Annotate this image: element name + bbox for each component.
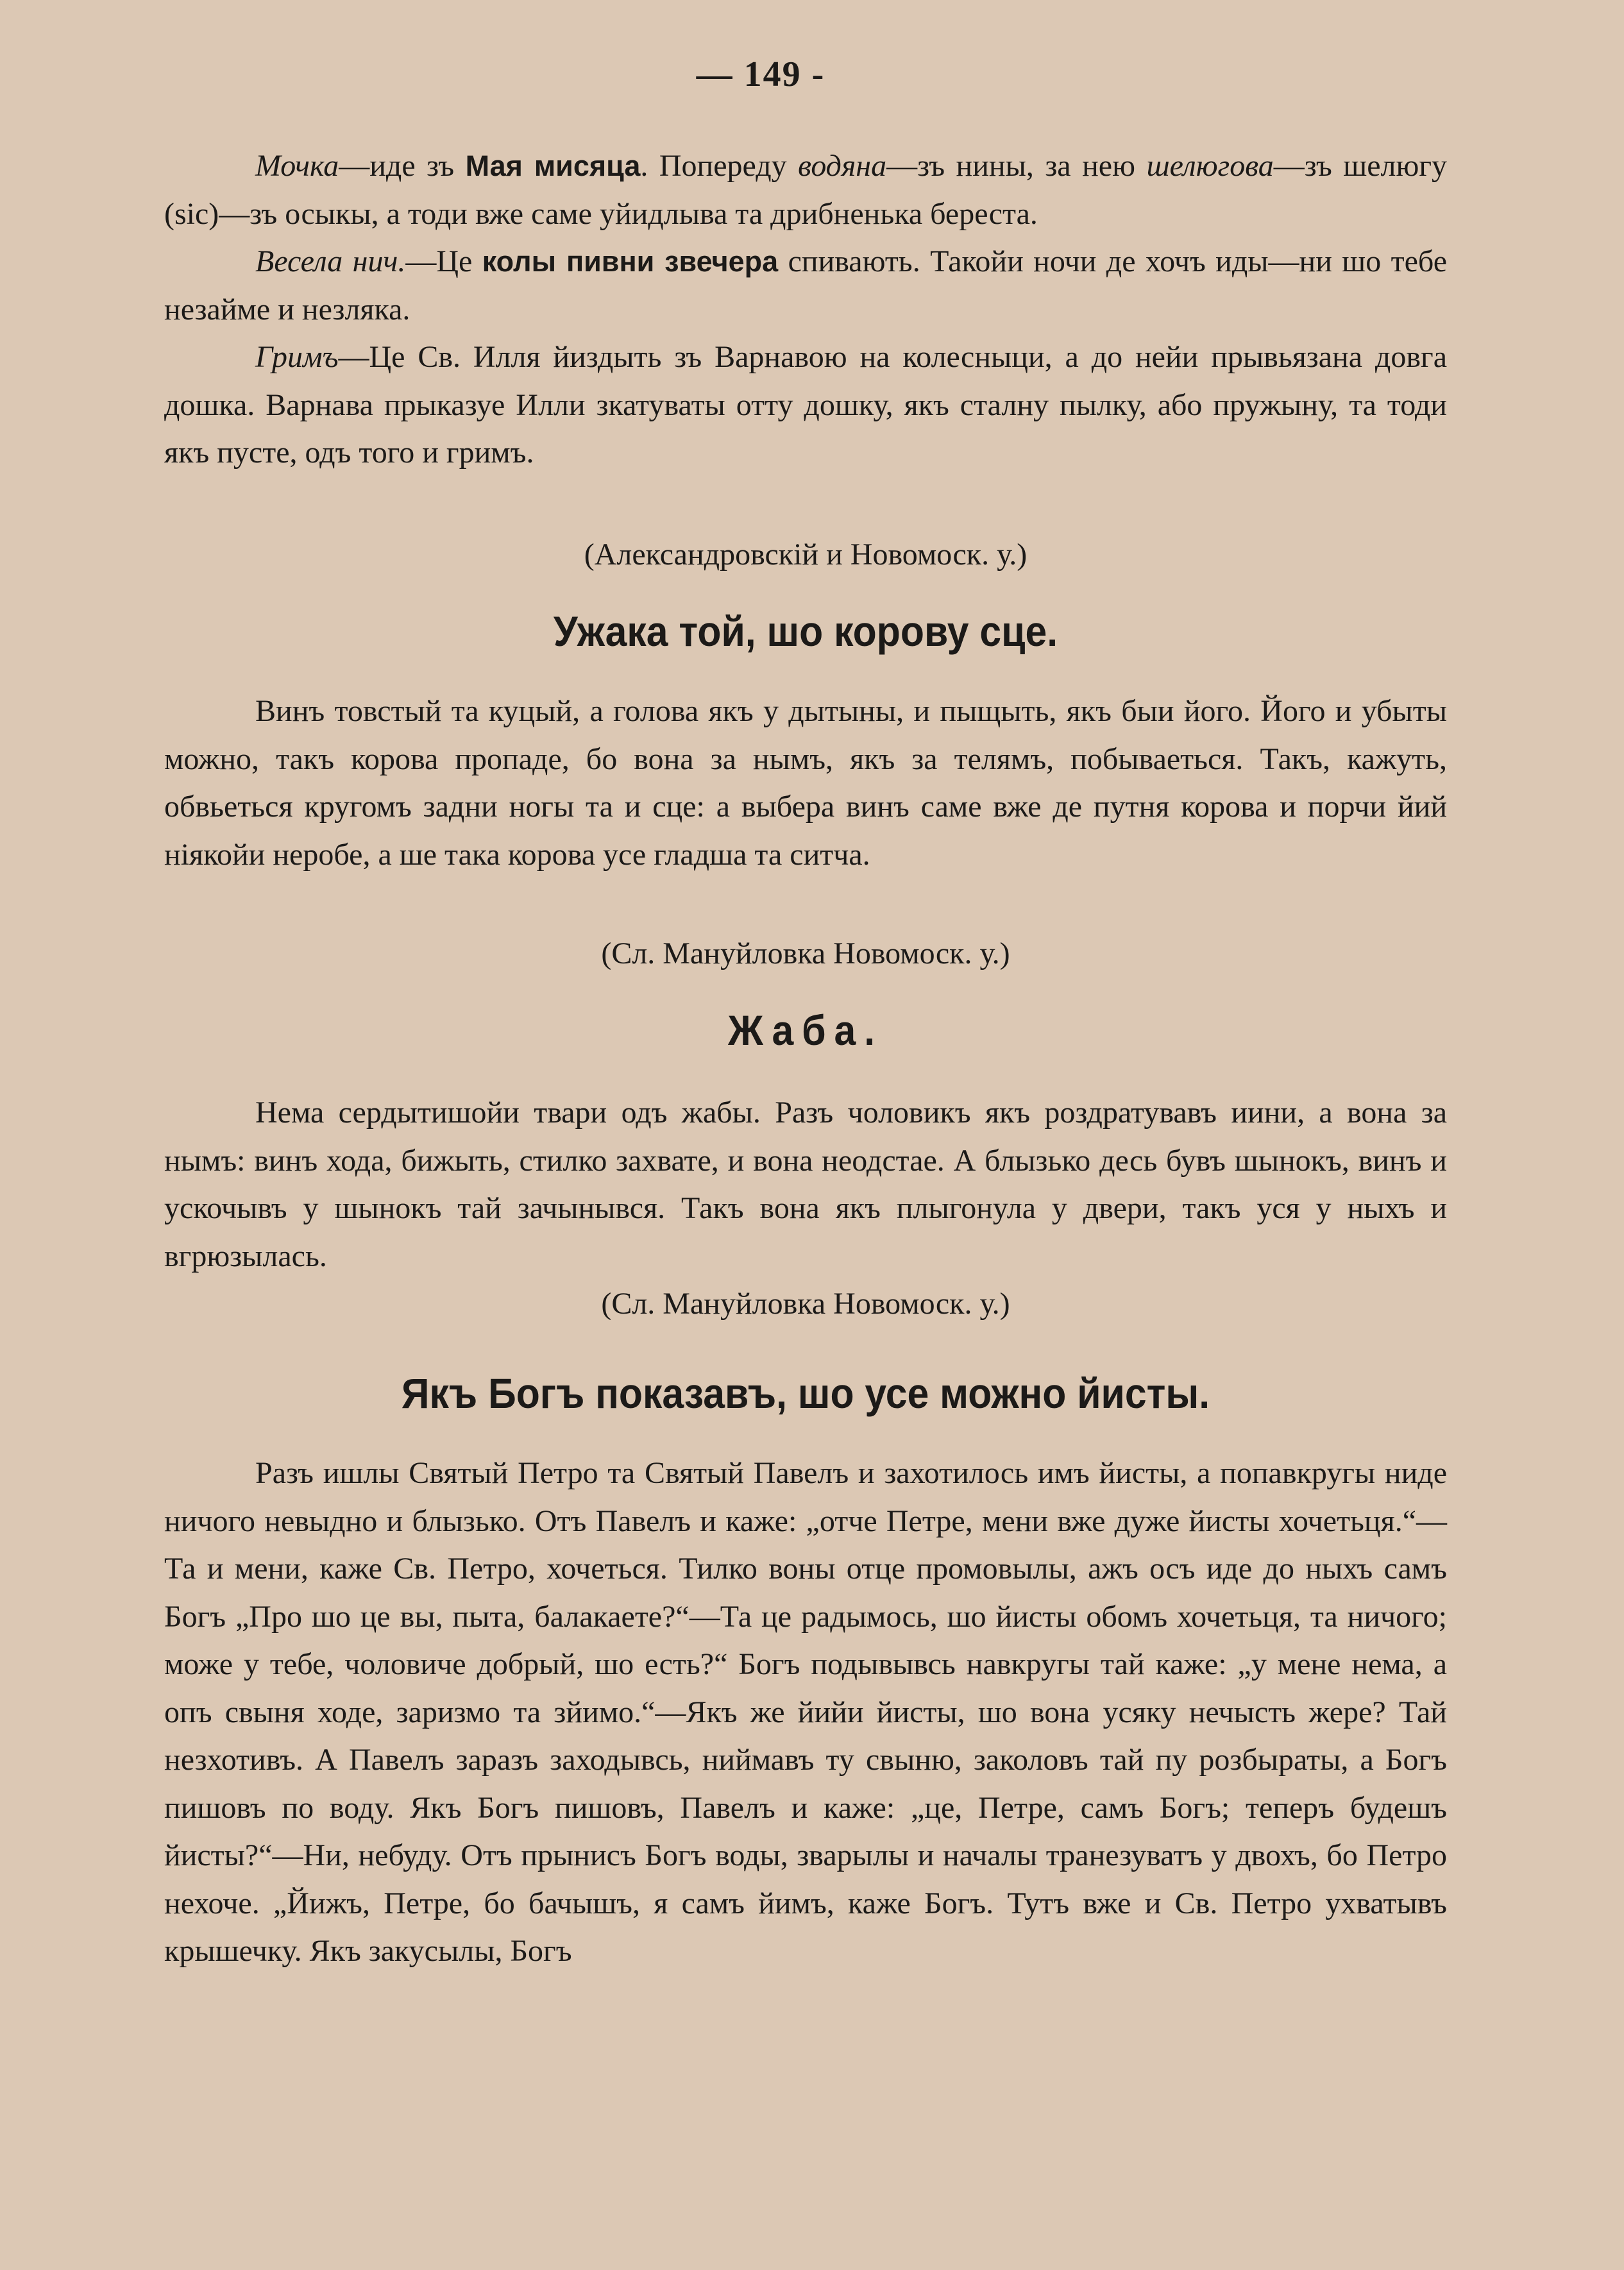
source-note: (Сл. Мануйловка Новомоск. у.) bbox=[601, 936, 1010, 970]
section-heading: Якъ Богъ показавъ, шо усе можно йисты. bbox=[401, 1369, 1210, 1417]
bold-phrase: Мая мисяца bbox=[465, 149, 641, 182]
bold-phrase: колы пивни звечера bbox=[482, 245, 779, 278]
section-heading: Жаба. bbox=[728, 1006, 883, 1054]
section-body bbox=[164, 1089, 1447, 1280]
section-body bbox=[164, 1450, 1447, 1976]
source-note: (Александровскій и Новомоск. у.) bbox=[584, 538, 1028, 572]
paragraph-grim: Гримъ—Це Св. Илля йиздыть зъ Варнавою на колесныци, а до нейи прывьязана довга дошка. Варнава прыказуе Илли зкатуваты отту дошку, якъ сталну пылку, або пружыну, та тоди якъ пусте, одъ того и гримъ. bbox=[164, 340, 1447, 470]
section-paragraph: Нема сердытишойи твари одъ жабы. Разъ чоловикъ якъ роздратувавъ иини, а вона за нымъ: винъ хода, бижыть, стилко захвате, и вона неодстае. А блызько десь бувъ шынокъ, винъ и ускочывъ у шынокъ тай зачынывся. Такъ вона якъ плыгонула у двери, такъ уся у ныхъ и вгрюзылась. bbox=[164, 1096, 1447, 1273]
section-paragraph: Винъ товстый та куцый, а голова якъ у дытыны, и пыщыть, якъ быи його. Його и убыты можно, такъ корова пропаде, бо вона за нымъ, якъ за телямъ, побываеться. Такъ, кажуть, обвьеться кругомъ задни ногы та и сце: а выбера винъ саме вже де путня корова и порчи йий ніякойи неробе, а ше така корова усе гладша та ситча. bbox=[164, 694, 1447, 872]
section-body bbox=[164, 688, 1447, 879]
page-number: — 149 - bbox=[696, 55, 825, 94]
intro-block bbox=[164, 142, 1447, 477]
paragraph-vesela-nich: Весела нич.—Це колы пивни звечера спивають. Такойи ночи де хочъ иды—ни шо тебе незайме и незляка. bbox=[164, 244, 1448, 326]
source-note: (Сл. Мануйловка Новомоск. у.) bbox=[601, 1287, 1010, 1321]
term-grim: Гримъ bbox=[255, 340, 339, 374]
paragraph-mochka: Мочка—иде зъ Мая мисяца. Попереду водяна—зъ нины, за нею шелюгова—зъ шелюгу (sic)—зъ осыкы, а тоди вже саме уйидлыва та дрибненька береста. bbox=[164, 149, 1448, 231]
term-vesela-nich: Весела нич. bbox=[255, 244, 406, 278]
section-paragraph: Разъ ишлы Святый Петро та Святый Павелъ и захотилось имъ йисты, а попавкругы ниде ничого невыдно и блызько. Отъ Павелъ и каже: „отче Петре, мени вже дуже йисты хочетьця.“—Та и мени, каже Св. Петро, хочеться. Тилко воны отце промовылы, ажъ осъ иде до ныхъ самъ Богъ „Про шо це вы, пыта, балакаете?“—Та це радымось, шо йисты обомъ хочетьця, та ничого; може у тебе, чоловиче добрый, шо есть?“ Богъ подывывсь навкругы тай каже: „у мене нема, а опъ свыня ходе, заризмо та зйимо.“—Якъ же йийи йисты, шо вона усяку нечысть жере? Тай незхотивъ. А Павелъ заразъ заходывсь, ниймавъ ту свыню, заколовъ тай пу розбыраты, а Богъ пишовъ по воду. Якъ Богъ пишовъ, Павелъ и каже: „це, Петре, самъ Богъ; теперъ будешъ йисты?“—Ни, небуду. Отъ прынисъ Богъ воды, зварылы и началы транезуватъ у двохъ, бо Петро нехоче. „Йижъ, Петре, бо бачышъ, я самъ йимъ, каже Богъ. Тутъ вже и Св. Петро ухватывъ крышечку. Якъ закусылы, Богъ bbox=[164, 1456, 1447, 1968]
term-mochka: Мочка bbox=[255, 149, 339, 183]
section-heading: Ужака той, шо корову сце. bbox=[553, 607, 1058, 655]
